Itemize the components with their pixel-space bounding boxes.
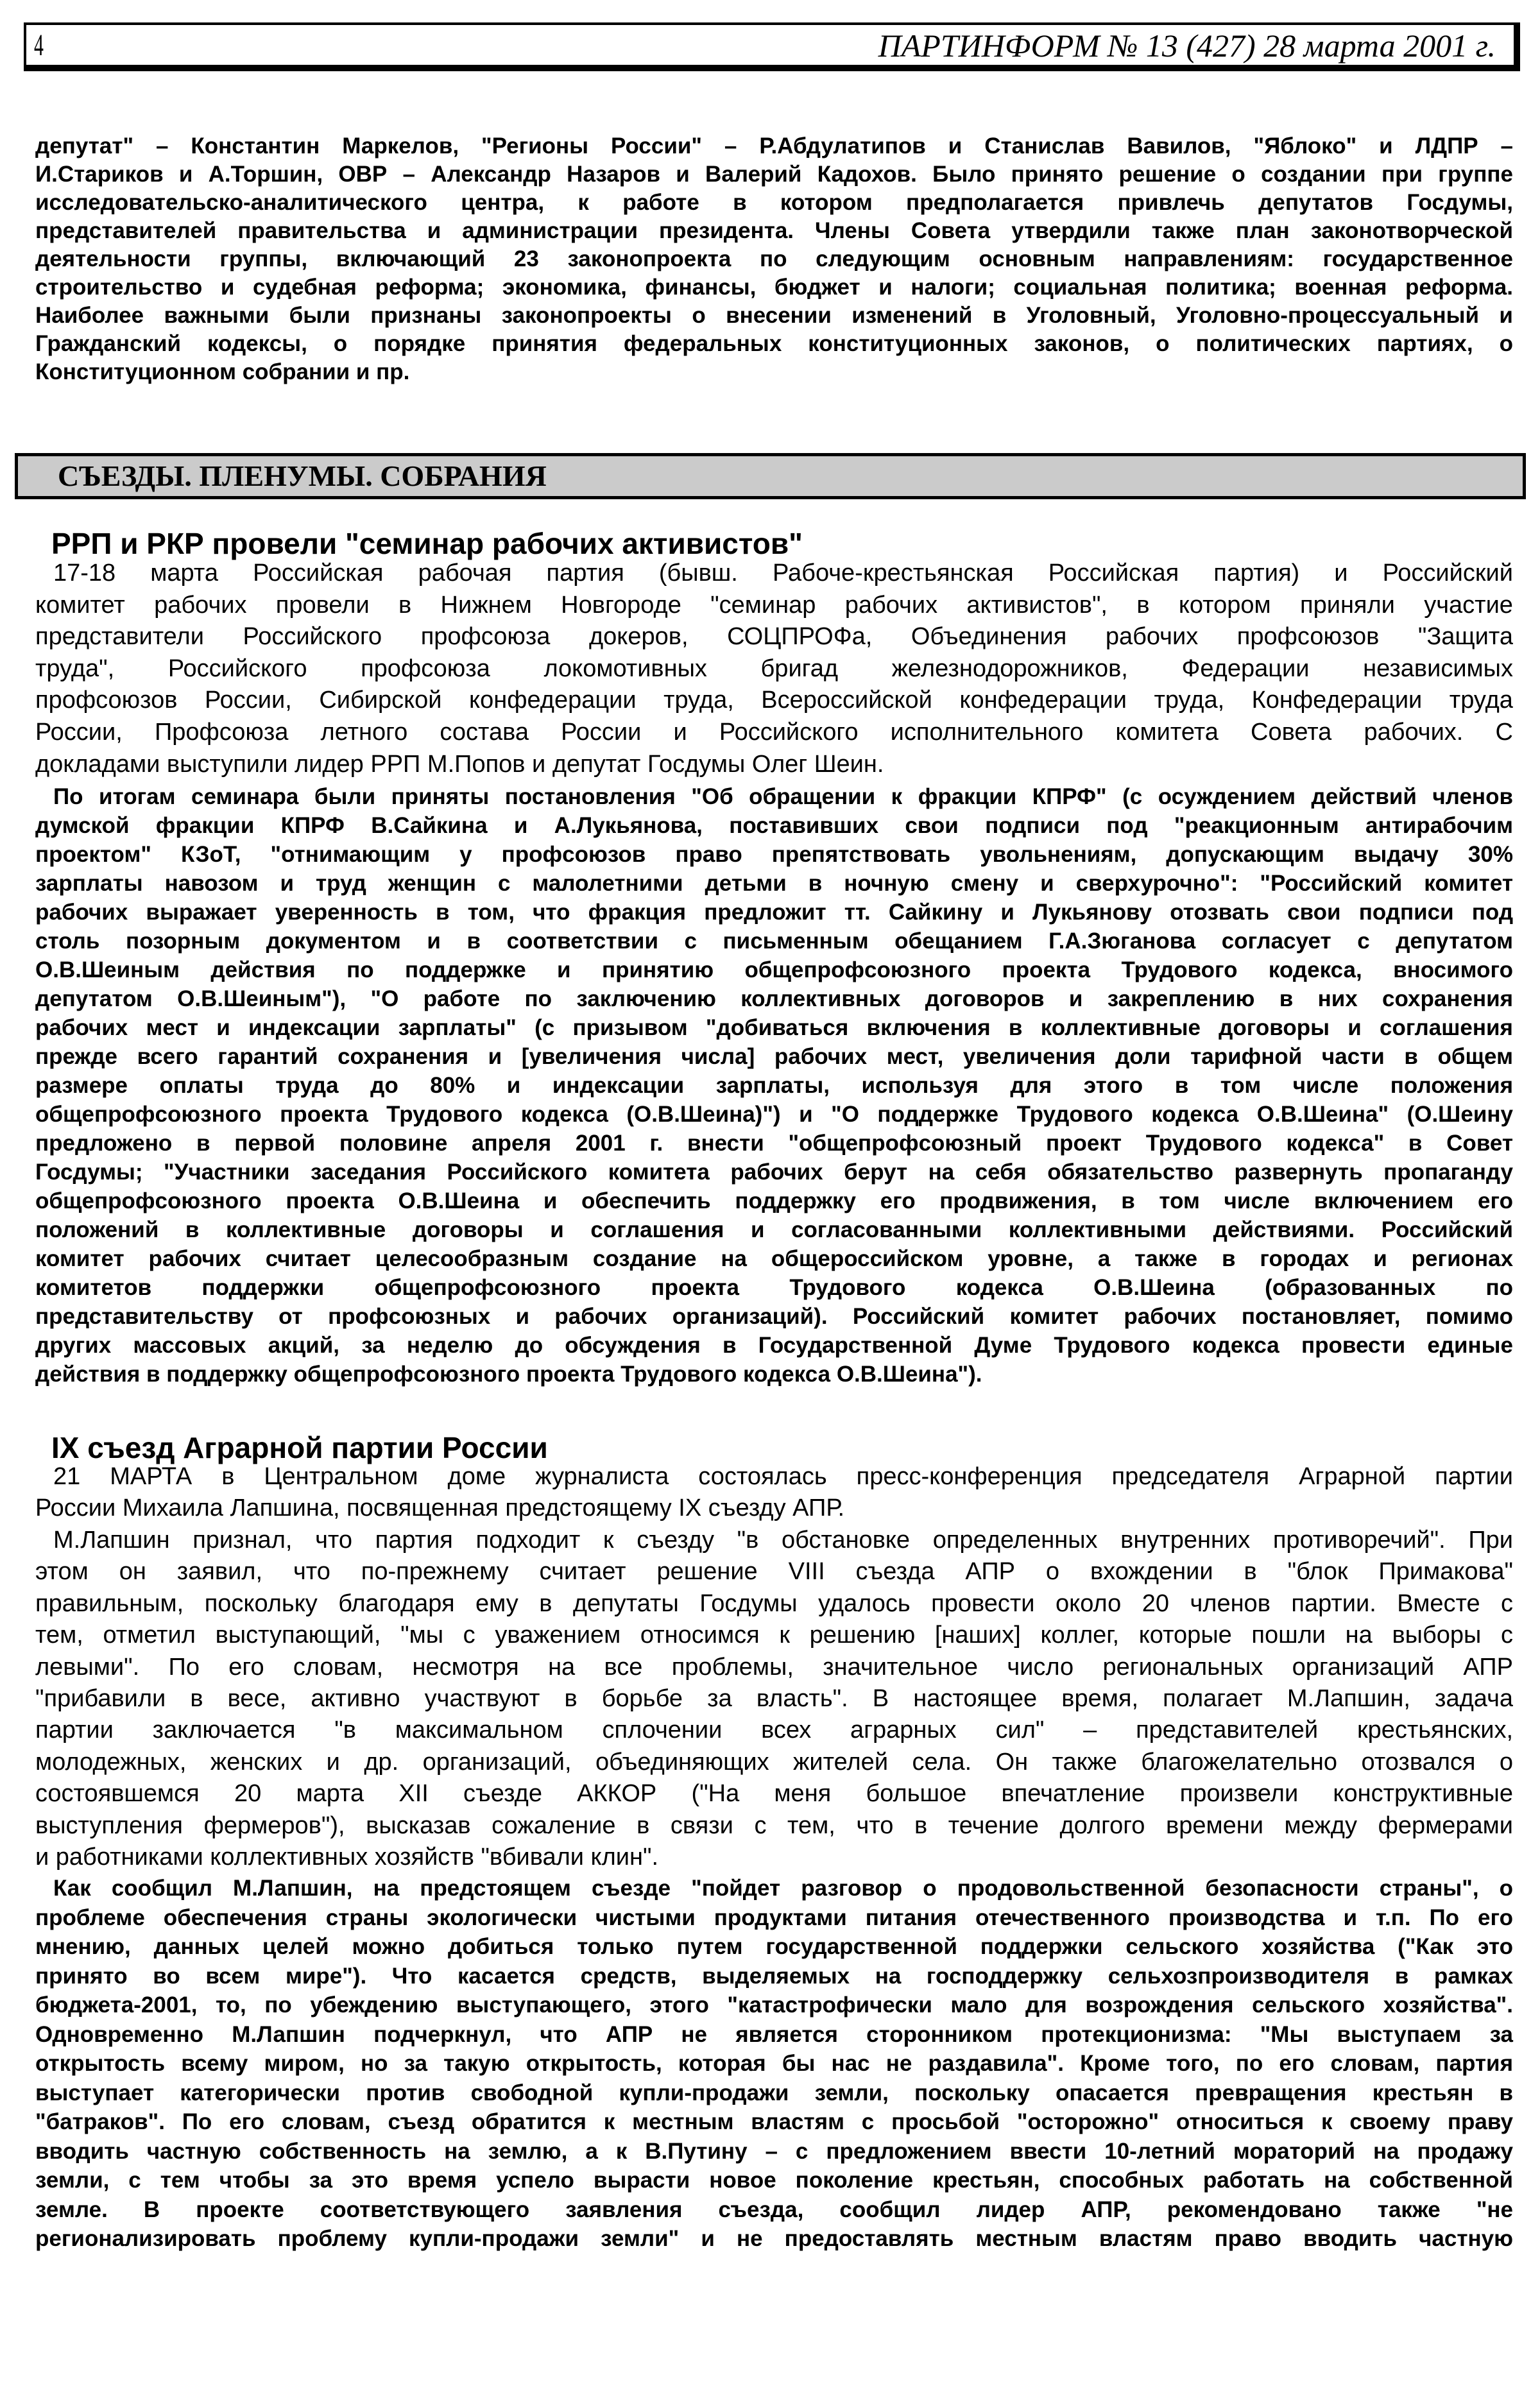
text-line — [35, 1683, 1513, 1715]
text-line-content: партии заключается "в максимальном сплочении всех аграрных сил" – представителей крестьянских, — [35, 1717, 1514, 1744]
text-line — [35, 1842, 1513, 1873]
text-line — [35, 898, 1513, 927]
text-line-content: общепрофсоюзного проекта Трудового кодекса (О.В.Шеина)") и "О поддержке Трудового кодекса О.В.Шеина" (О.Шеину — [35, 1102, 1513, 1127]
text-line-content: прежде всего гарантий сохранения и [увеличения числа] рабочих мест, увеличения доли тарифной части в общем — [35, 1044, 1513, 1069]
article-heading-rrp-rkr: РРП и РКР провели "семинар рабочих активистов" — [51, 527, 803, 560]
text-line — [35, 1187, 1513, 1215]
text-line-content: бюджета-2001, то, по убеждению выступающего, этого "катастрофически мало для возрождения сельского хозяйства". — [35, 1992, 1513, 2018]
text-line-content: И.Стариков и А.Торшин, ОВР – Александр Назаров и Валерий Кадохов. Было принято решение о создании при группе — [35, 162, 1513, 187]
text-line — [35, 685, 1513, 717]
running-header — [24, 22, 1520, 71]
text-line-content: размере оплаты труда до 80% и индексации зарплаты, используя для этого в том числе положения — [35, 1073, 1514, 1098]
text-line-content: Конституционном собрании и пр. — [35, 359, 410, 384]
text-line-content: предложено в первой половине апреля 2001 г. внести "общепрофсоюзный проект Трудового кодекса" в Совет — [35, 1131, 1514, 1156]
text-line — [35, 811, 1513, 840]
text-line — [35, 2020, 1513, 2050]
text-line-content: выступает категорически против свободной купли-продажи земли, поскольку опасается превращения крестьян в — [35, 2080, 1513, 2105]
text-line-content: докладами выступили лидер РРП М.Попов и депутат Госдумы Олег Шеин. — [35, 750, 884, 778]
text-line-content: и работниками коллективных хозяйств "вбивали клин". — [35, 1843, 659, 1871]
text-line — [35, 749, 1513, 781]
text-line — [35, 1158, 1513, 1187]
text-line — [35, 1652, 1513, 1683]
text-line — [35, 1493, 1513, 1524]
text-line-content: вводить частную собственность на землю, а к В.Путину – с предложением ввести 10-летний мораторий на продажу — [35, 2138, 1513, 2164]
text-line — [35, 782, 1513, 811]
text-line-content: Одновременно М.Лапшин подчеркнул, что АПР не является сторонником протекционизма: "Мы выступаем за — [35, 2021, 1513, 2047]
text-line-content: По итогам семинара были приняты постановления "Об обращении к фракции КПРФ" (с осуждением действий членов — [53, 784, 1513, 809]
text-line-content: комитет рабочих считает целесообразным создание на общероссийском уровне, а также в городах и регионах — [35, 1246, 1514, 1271]
text-line — [35, 717, 1513, 749]
text-line-content: этом он заявил, что по-прежнему считает решение VIII съезда АПР о вхождении в "блок Примакова" — [35, 1558, 1513, 1586]
text-line — [35, 2137, 1513, 2166]
article-apr-paragraph-2 — [35, 1525, 1513, 1873]
text-line-content: общепрофсоюзного проекта О.В.Шеина и обеспечить поддержку его продвижения, в том числе включением его — [35, 1188, 1513, 1213]
text-line-content: принято во всем мире"). Что касается средств, выделяемых на господдержку сельхозпроизводителя в рамках — [35, 1963, 1514, 1989]
article-apr-paragraph-1 — [35, 1461, 1513, 1525]
text-line-content: России Михаила Лапшина, посвященная предстоящему IX съезду АПР. — [35, 1495, 845, 1522]
text-line — [35, 1013, 1513, 1042]
text-line-content: представители Российского профсоюза докеров, СОЦПРОФа, Объединения рабочих профсоюзов "Защита — [35, 623, 1514, 651]
text-line — [35, 955, 1513, 984]
text-line — [35, 1588, 1513, 1620]
text-line — [35, 984, 1513, 1013]
text-line-content: комитетов поддержки общепрофсоюзного проекта Трудового кодекса О.В.Шеина (образованных по — [35, 1275, 1514, 1300]
text-line — [35, 558, 1513, 590]
intro-paragraph — [35, 132, 1513, 386]
text-line — [35, 1273, 1513, 1302]
text-line-content: правильным, поскольку благодаря ему в депутаты Госдумы удалось провести около 20 членов партии. Вместе с — [35, 1589, 1514, 1617]
text-line-content: других массовых акций, за неделю до обсуждения в Государственной Думе Трудового кодекса провести единые — [35, 1333, 1514, 1358]
text-line-content: "прибавили в весе, активно участвуют в борьбе за власть". В настоящее время, полагает М.Лапшин, задача — [35, 1684, 1514, 1712]
text-line-content: представителей правительства и администрации президента. Члены Совета утвердили также план законотворческой — [35, 218, 1514, 243]
text-line-content: "батраков". По его словам, съезд обратится к местным властям с просьбой "осторожно" относиться к своему праву — [35, 2109, 1513, 2134]
text-line-content: Наиболее важными были признаны законопроекты о внесении изменений в Уголовный, Уголовно-процессуальный и — [35, 303, 1513, 328]
issue-title: ПАРТИНФОРМ № 13 (427) 28 марта 2001 г. — [878, 28, 1496, 64]
text-line — [35, 1100, 1513, 1129]
text-line — [35, 2107, 1513, 2137]
text-line — [35, 590, 1513, 622]
text-line — [35, 1962, 1513, 1991]
text-line — [35, 1129, 1513, 1158]
text-line — [35, 1747, 1513, 1778]
text-line — [35, 189, 1513, 217]
text-line-content: представительству от профсоюзных и рабочих организаций). Российский комитет рабочих постановляет, помимо — [35, 1304, 1514, 1329]
text-line-content: открытость всему миром, но за такую открытость, которая бы нас не раздавила". Кроме того, по его словам, партия — [35, 2051, 1513, 2076]
text-line-content: деятельности группы, включающий 23 законопроекта по следующим основным направлениям: государственное — [35, 246, 1513, 271]
text-line — [35, 1360, 1513, 1389]
text-line — [35, 1810, 1513, 1842]
text-line — [35, 273, 1513, 302]
text-line-content: столь позорным документом и в соответствии с письменным обещанием Г.А.Зюганова согласует с депутатом — [35, 929, 1514, 954]
text-line — [35, 132, 1513, 160]
text-line — [35, 1302, 1513, 1331]
text-line — [35, 217, 1513, 245]
text-line-content: комитет рабочих провели в Нижнем Новгороде "семинар рабочих активистов", в котором приняли участие — [35, 591, 1513, 619]
text-line-content: думской фракции КПРФ В.Сайкина и А.Лукьянова, поставивших свои подписи под "реакционным антирабочим — [35, 813, 1514, 838]
text-line-content: действия в поддержку общепрофсоюзного проекта Трудового кодекса О.В.Шеина"). — [35, 1362, 982, 1387]
text-line-content: молодежных, женских и др. организаций, объединяющих жителей села. Он также благожелательно отозвался о — [35, 1748, 1514, 1776]
text-line-content: состоявшемся 20 марта XII съезде АККОР ("На меня большое впечатление произвели конструктивные — [35, 1780, 1513, 1808]
text-line-content: тем, отметил выступающий, "мы с уважением относимся к решению [наших] коллег, которые пошли на выборы с — [35, 1622, 1513, 1649]
text-line — [35, 1215, 1513, 1244]
text-line — [35, 1991, 1513, 2020]
page-number: 4 — [34, 28, 44, 62]
text-line — [35, 330, 1513, 358]
text-line — [35, 245, 1513, 273]
article-apr-paragraph-3 — [35, 1874, 1513, 2254]
text-line — [35, 1778, 1513, 1810]
text-line — [35, 302, 1513, 330]
text-line — [35, 1525, 1513, 1556]
text-line-content: левыми". По его словам, несмотря на все проблемы, значительное число региональных организаций АПР — [35, 1653, 1513, 1681]
text-line — [35, 2078, 1513, 2108]
text-line-content: профсоюзов России, Сибирской конфедерации труда, Всероссийской конфедерации труда, Конфедерации труда — [35, 687, 1513, 714]
text-line — [35, 358, 1513, 386]
text-line-content: проектом" КЗоТ, "отнимающим у профсоюзов право препятствовать увольнениям, допускающим выдачу 30% — [35, 842, 1513, 867]
text-line-content: выступления фермеров"), высказав сожаление в связи с тем, что в течение долгого времени между фермерами — [35, 1812, 1513, 1839]
text-line — [35, 1874, 1513, 1903]
text-line-content: рабочих мест и индексации зарплаты" (с призывом "добиваться включения в коллективные договоры и соглашения — [35, 1015, 1513, 1040]
text-line-content: депутат" – Константин Маркелов, "Регионы России" – Р.Абдулатипов и Станислав Вавилов, "Яблоко" и ЛДПР – — [35, 133, 1514, 159]
text-line — [35, 1244, 1513, 1273]
text-line-content: 17-18 марта Российская рабочая партия (бывш. Рабоче-крестьянская Российская партия) и Российский — [53, 560, 1513, 587]
text-line — [35, 2049, 1513, 2078]
text-line — [35, 653, 1513, 685]
text-line-content: Госдумы; "Участники заседания Российского комитета рабочих берут на себя обязательство развернуть пропаганду — [35, 1160, 1513, 1185]
article-heading-apr-congress: IX съезд Аграрной партии России — [51, 1431, 548, 1464]
text-line — [35, 1903, 1513, 1933]
text-line-content: земле. В проекте соответствующего заявления съезда, сообщил лидер АПР, рекомендовано также "не — [35, 2197, 1514, 2222]
text-line-content: исследовательско-аналитического центра, к работе в котором предполагается привлечь депутатов Госдумы, — [35, 190, 1513, 215]
text-line — [35, 869, 1513, 898]
section-title: СЪЕЗДЫ. ПЛЕНУМЫ. СОБРАНИЯ — [58, 459, 547, 492]
text-line-content: земли, с тем чтобы за это время успело вырасти новое поколение крестьян, способных работать на собственной — [35, 2168, 1513, 2193]
text-line-content: труда", Российского профсоюза локомотивных бригад железнодорожников, Федерации независимых — [35, 655, 1513, 682]
text-line-content: Как сообщил М.Лапшин, на предстоящем съезде "пойдет разговор о продовольственной безопасности страны", о — [53, 1876, 1513, 1901]
text-line-content: регионализировать проблему купли-продажи земли" и не предоставлять местным властям право вводить частную — [35, 2226, 1513, 2251]
text-line-content: Гражданский кодексы, о порядке принятия федеральных конституционных законов, о политических партиях, о — [35, 331, 1513, 356]
section-header — [15, 453, 1526, 499]
text-line — [35, 1331, 1513, 1360]
text-line — [35, 160, 1513, 189]
text-line-content: мнению, данных целей можно добиться только путем государственной поддержки сельского хозяйства ("Как это — [35, 1934, 1514, 1959]
article-rrp-paragraph-1 — [35, 558, 1513, 780]
text-line-content: зарплаты навозом и труд женщин с малолетними детьми в ночную смену и сверхурочно": "Российский комитет — [35, 871, 1513, 896]
text-line-content: России, Профсоюза летного состава России и Российского исполнительного комитета Совета рабочих. С — [35, 718, 1513, 746]
text-line-content: положений в коллективные договоры и соглашения и согласованными коллективными действиями. Российский — [35, 1217, 1514, 1242]
article-rrp-paragraph-2 — [35, 782, 1513, 1389]
text-line — [35, 2195, 1513, 2225]
text-line — [35, 1556, 1513, 1588]
text-line — [35, 2224, 1513, 2254]
text-line-content: проблеме обеспечения страны экологически чистыми продуктами питания отечественного производства и т.п. По его — [35, 1905, 1513, 1930]
text-line — [35, 2166, 1513, 2195]
text-line-content: 21 МАРТА в Центральном доме журналиста состоялась пресс-конференция председателя Аграрной партии — [53, 1463, 1513, 1490]
text-line — [35, 1071, 1513, 1100]
text-line — [35, 1932, 1513, 1962]
text-line — [35, 1620, 1513, 1651]
text-line-content: О.В.Шеиным действия по поддержке и принятию общепрофсоюзного проекта Трудового кодекса, вносимого — [35, 957, 1513, 982]
text-line-content: строительство и судебная реформа; экономика, финансы, бюджет и налоги; социальная политика; военная реформа. — [35, 275, 1513, 300]
text-line — [35, 927, 1513, 955]
text-line-content: М.Лапшин признал, что партия подходит к съезду "в обстановке определенных внутренних противоречий". При — [53, 1527, 1514, 1554]
text-line — [35, 840, 1513, 869]
text-line — [35, 1461, 1513, 1493]
text-line-content: депутатом О.В.Шеиным"), "О работе по заключению коллективных договоров и закреплению в них сохранения — [35, 986, 1514, 1011]
text-line — [35, 1042, 1513, 1071]
text-line — [35, 621, 1513, 653]
text-line-content: рабочих выражает уверенность в том, что фракция предложит тт. Сайкину и Лукьянову отозвать свои подписи под — [35, 900, 1514, 925]
text-line — [35, 1715, 1513, 1746]
